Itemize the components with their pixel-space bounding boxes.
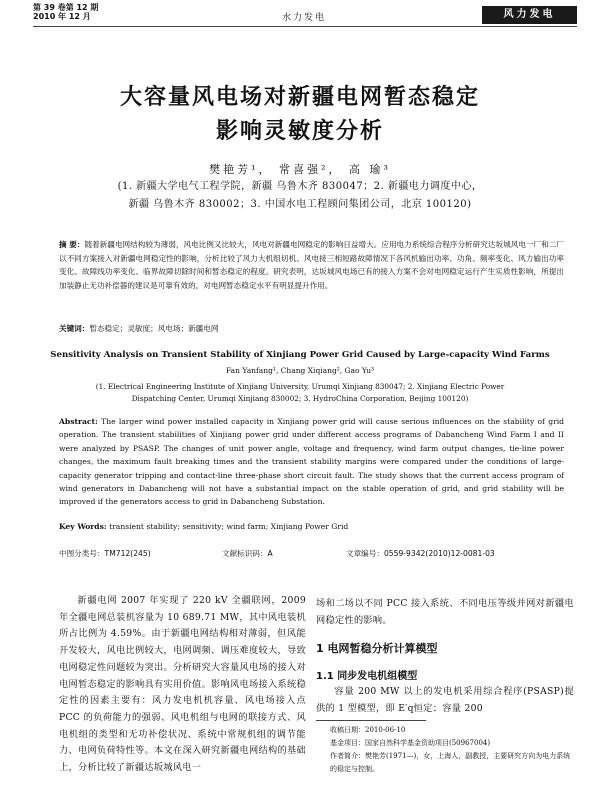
english-affiliation [70,381,530,405]
english-authors: Fan Yanfang¹, Chang Xiqiang², Gao Yu³ [225,366,375,375]
paper-title-line1: 大容量风电场对新疆电网暂态稳定 [119,85,480,110]
affiliation-line2: 新疆 乌鲁木齐 830002；3. 中国水电工程顾问集团公司，北京 100120) [128,199,472,210]
document-code: 文献标识码：A [222,549,273,558]
footnote-received: 收稿日期：2010-06-10 [330,726,406,734]
english-abstract-text: The larger wind power installed capacity in Xinjiang power grid will cause serious influences on the stability of grid operation. The transient stabilities of Xinjiang power grid under different access programs of Dabancheng Wind Farm I and II were analyzed by PSASP. The changes of unit power angle, voltage and frequency, wind farm output changes, tie-line power changes, the maximum fault breaking times and the transient stability margins were compared under the conditions of large-capacity generator tripping and contact-line three-phase short circuit fault. The study shows that the current access program of wind generators in Dabancheng will not have a substantial impact on the stable operation of grid, and grid stability will be improved if the generators access to grid in Dabancheng Substation. [59,417,564,507]
volume-label: 第 39 卷第 12 期 [33,3,99,12]
article-number: 文章编号：0559-9342(2010)12-0081-03 [346,549,495,558]
journal-issue [33,3,98,21]
section-logo: 风力发电 [482,6,577,24]
keywords-cn [59,322,564,336]
footnote-divider [316,720,426,721]
keywords-cn-text: 暂态稳定；灵敏度；风电场；新疆电网 [89,324,219,333]
english-abstract-label: Abstract: [59,417,98,426]
abstract-cn [59,238,564,292]
authors: 樊艳芳¹， 常喜强²， 高 瑜³ [209,163,391,176]
body-right-intro: 场和二场以不同 PCC 接入系统、不同电压等级并网对新疆电网稳定性的影响。 [316,598,574,626]
clc-number: 中图分类号：TM712(245) [59,549,151,558]
abstract-cn-label: 摘 要： [59,240,85,249]
abstract-cn-text: 随着新疆电网结构较为薄弱，风电比例又比较大，风电对新疆电网稳定的影响日益增大。应用电力系统综合程序分析研究达坂城风电一厂和二厂以不同方案接入对新疆电网稳定性的影响，分析比较了风力大机组切机、风电接三相短路故障情况下各风机输出功率、功角、频率变化、风力输出功率变化、故障线功率变化、临界故障切除时间和暂态稳定的程度。研究表明，达坂城风电场已有的接入方案不会对电网稳定运行产生实质性影响，所提出加装静止无功补偿器的建议是可靠有效的，对电网暂态稳定水平有明显提升作用。 [59,240,564,290]
english-keywords-label: Key Words: [59,522,107,531]
date-label: 2010 年 12 月 [33,12,91,21]
english-abstract [59,415,564,509]
journal-name: 水力发电 [282,13,327,23]
section-heading-1: 1 电网暂稳分析计算模型 [316,642,438,655]
english-keywords-text: transient stability; sensitivity; wind farm; Xinjiang Power Grid [109,522,349,531]
footnote-author: 作者简介：樊艳芳(1971—)，女，上海人，副教授，主要研究方向为电力系统的稳定与控制。 [330,752,571,773]
keywords-cn-label: 关键词： [59,324,90,333]
header-divider [33,26,577,27]
body-right-text: 容量 200 MW 以上的发电机采用综合程序(PSASP)提供的 1 型模型，即 E′q恒定；容量 200 [316,686,574,714]
english-affiliation-line1: (1. Electrical Engineering Institute of Xinjiang University, Urumqi Xinjiang 830047; 2. Xinjiang Electric Power [95,382,505,391]
english-title: Sensitivity Analysis on Transient Stability of Xinjiang Power Grid Caused by Large-capacity Wind Farms [50,350,550,360]
paper-title-line2: 影响灵敏度分析 [215,119,384,144]
footnote [330,724,575,776]
subsection-heading-1-1: 1.1 同步发电机组模型 [316,671,418,682]
english-keywords [59,522,564,531]
english-affiliation-line2: Dispatching Center, Urumqi Xinjiang 830002; 3. HydroChina Corporation, Beijing 100120) [131,394,469,403]
body-left-column: 新疆电网 2007 年实现了 220 kV 全疆联网，2009 年全疆电网总装机容量为 10 689.71 MW，其中风电装机所占比例为 4.59%。由于新疆电网结构相对薄弱，但风能开发较大，风电比例较大，电网调频、调压难度较大，导致电网稳定性问题较为突出。分析研究大容量风电场的接入对电网暂态稳定的影响具有实用价值。影响风电场接入系统稳定性的因素主要有：风力发电机机容量、风电场接入点 PCC 的负荷能力的强弱、风电机组与电网的联接方式、风电机组的类型和无功补偿状况、系统中常规机组的调节能力、电网负荷特性等。本文在深入研究新疆电网结构的基础上，分析比较了新疆达坂城风电一 [59,595,306,774]
affiliation-line1: (1. 新疆大学电气工程学院，新疆 乌鲁木齐 830047；2. 新疆电力调度中心， [117,181,483,192]
footnote-fund: 基金项目：国家自然科学基金资助项目(50967004) [330,739,491,747]
